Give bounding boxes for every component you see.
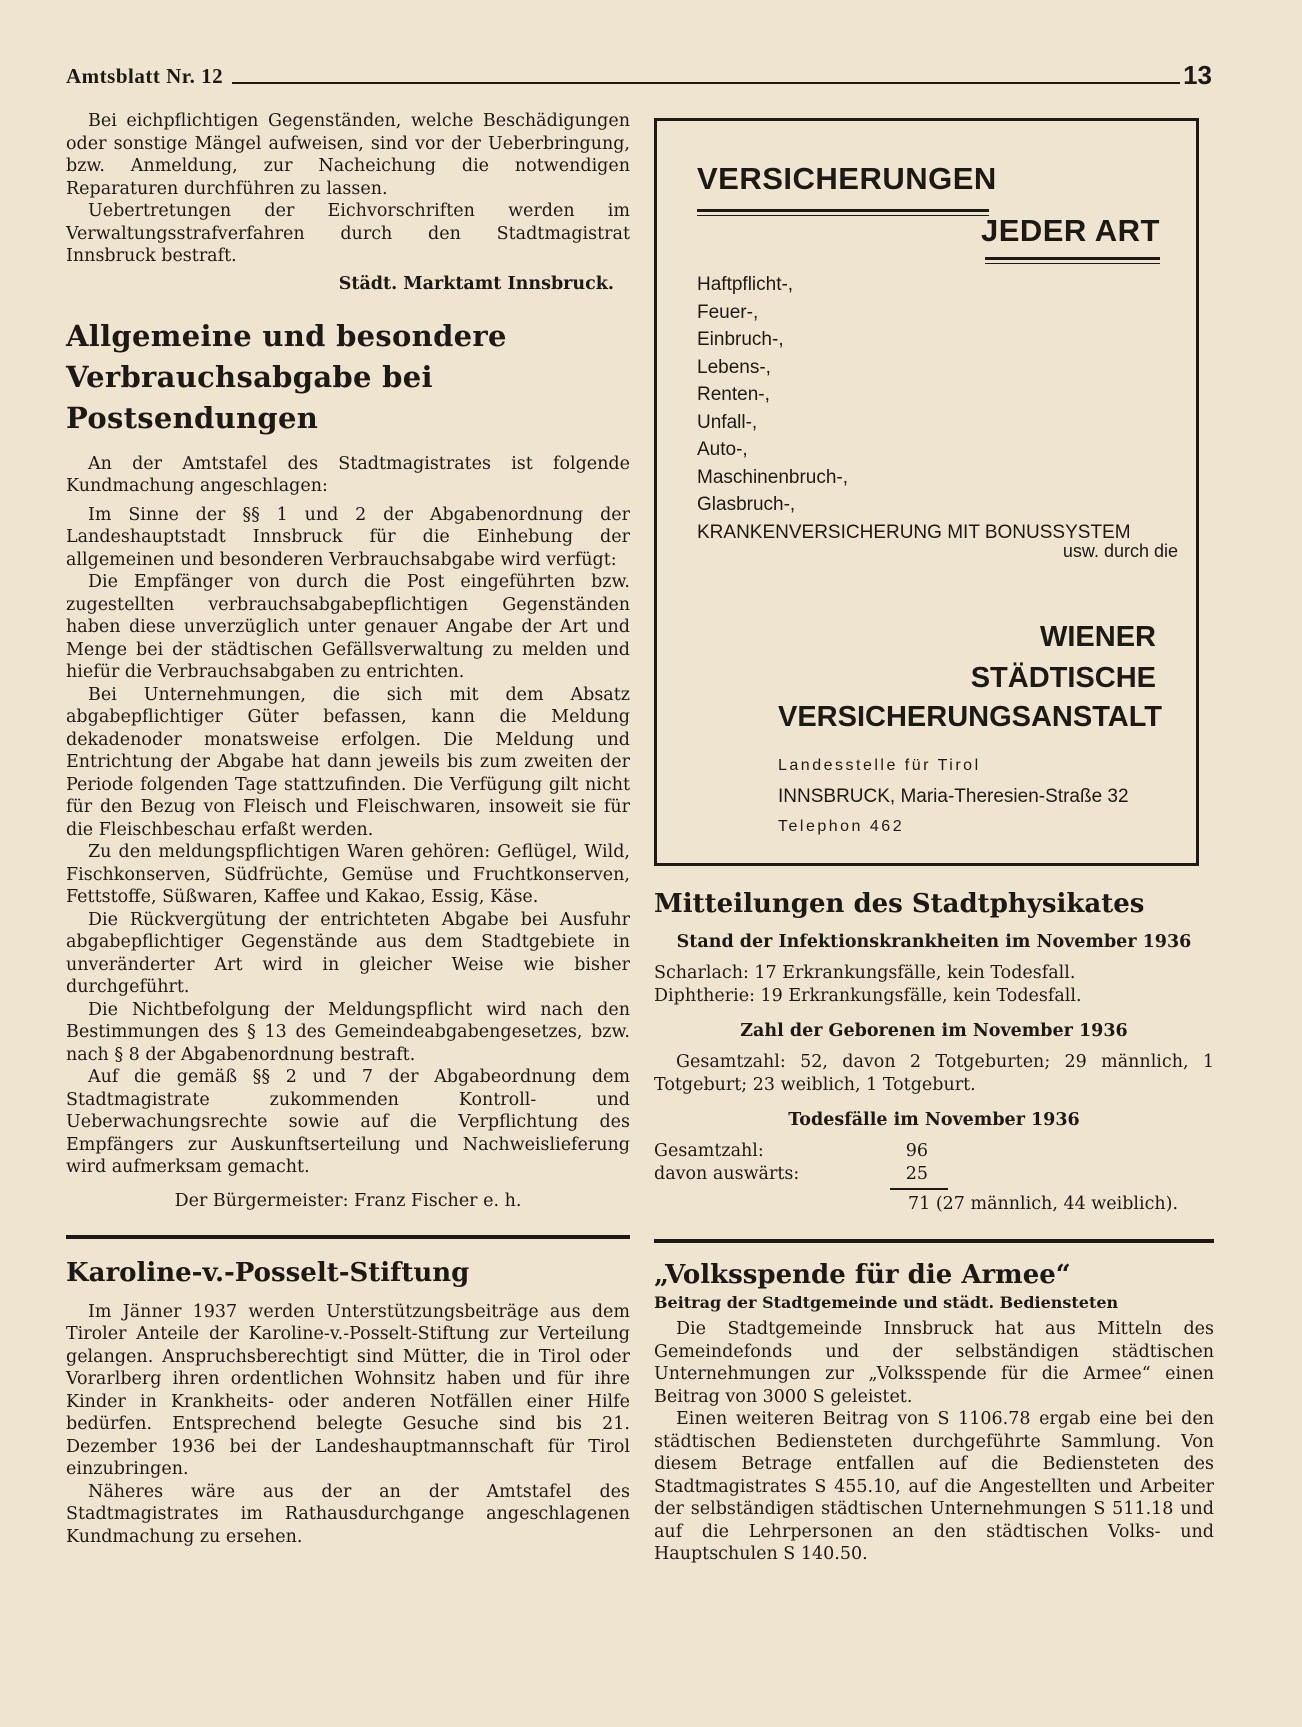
intro-signature: Städt. Marktamt Innsbruck. xyxy=(338,273,614,294)
article-heading-physikat: Mitteilungen des Stadtphysikates xyxy=(654,889,1145,919)
deaths-outside-label: davon auswärts: xyxy=(654,1163,800,1184)
article-paragraph: Die Empfänger von durch die Post eingeführten bzw. zugestellten verbrauchsabgabepflichtigen Gegenständen haben diese unverzüglich unter genauer Angabe der Art und Menge bei der städtischen Gefällsverwaltung zu melden und hiefür die Verbrauchsabgaben zu entrichten. xyxy=(66,572,630,682)
article-heading-posselt: Karoline-v.-Posselt-Stiftung xyxy=(66,1257,470,1288)
article-paragraph: Die Stadtgemeinde Innsbruck hat aus Mitteln des Gemeindefonds und der selbständigen städtischen Unternehmungen zur „Volksspende für die Armee“ einen Beitrag von 3000 S geleistet. xyxy=(654,1319,1214,1407)
deaths-total-value: 96 xyxy=(905,1141,928,1161)
deaths-total-label: Gesamtzahl: xyxy=(654,1141,764,1161)
subheading-todesfaelle: Todesfälle im November 1936 xyxy=(788,1110,1080,1130)
right-column xyxy=(654,110,1214,1566)
heading-line-2: Verbrauchsabgabe bei Postsendungen xyxy=(66,359,433,435)
article-paragraph: Auf die gemäß §§ 2 und 7 der Abgabeordnung dem Stadtmagistrate zukommenden Kontroll- und Ueberwachungsrechte sowie auf die Verpflichtung des Empfängers zur Auskunftserteilung und Nachweislieferung wird aufmerksam gemacht. xyxy=(66,1067,630,1177)
intro-paragraph-1: Bei eichpflichtigen Gegenständen, welche Beschädigungen oder sonstige Mängel aufweisen, sind vor der Ueberbringung, bzw. Anmeldung, zur Nacheichung die notwendigen Reparaturen durchführen zu lassen. xyxy=(66,111,630,199)
article-paragraph: Im Jänner 1937 werden Unterstützungsbeiträge aus dem Tiroler Anteile der Karoline-v.-Posselt-Stiftung zur Verteilung gelangen. Anspruchsberechtigt sind Mütter, die in Tirol oder Vorarlberg ihren ordentlichen Wohnsitz haben und für ihre Kinder in Krankheits- oder anderen Notfällen einer Hilfe bedürfen. Entsprechend belegte Gesuche sind bis 21. Dezember 1936 bei der Landeshauptmannschaft für Tirol einzubringen. xyxy=(66,1301,630,1479)
ad-list-item: Auto-, xyxy=(697,439,748,460)
article-heading-verbrauchsabgabe xyxy=(66,316,630,439)
ad-insurance-list xyxy=(697,271,1131,546)
deaths-outside-value: 25 xyxy=(905,1163,928,1184)
article-paragraph: Die Rückvergütung der entrichteten Abgabe bei Ausfuhr abgabepflichtiger Gegenstände aus dem Stadtgebiete in unveränderter Art wird in gleicher Weise wie bisher durchgeführt. xyxy=(66,909,630,997)
ad-telephone: Telephon 462 xyxy=(778,818,905,835)
ad-list-item: Einbruch-, xyxy=(697,329,784,350)
article-paragraph: Im Sinne der §§ 1 und 2 der Abgabenordnung der Landeshauptstadt Innsbruck für die Einhebung der allgemeinen und besonderen Verbrauchsabgabe wird verfügt: xyxy=(66,504,630,570)
article-paragraph: Näheres wäre aus der an der Amtstafel des Stadtmagistrates im Rathausdurchgange angeschlagenen Kundmachung zu ersehen. xyxy=(66,1481,630,1547)
article-paragraph: Bei Unternehmungen, die sich mit dem Absatz abgabepflichtiger Güter befassen, kann die Meldung dekadenoder monatsweise erfolgen. Die Meldung und Entrichtung der Abgabe hat dann jeweils bis zum zweiten der Periode folgenden Tage stattzufinden. Die Verfügung gilt nicht für den Bezug von Fleisch und Fleischwaren, insoweit sie für die Fleischbeschau erfaßt werden. xyxy=(66,684,630,840)
publication-title: Amtsblatt Nr. 12 xyxy=(66,64,224,88)
ad-subtitle-underline xyxy=(985,257,1160,264)
header-rule xyxy=(232,82,1180,84)
intro-paragraph-2: Uebertretungen der Eichvorschriften werden im Verwaltungsstrafverfahren durch den Stadtmagistrat Innsbruck bestraft. xyxy=(66,201,630,266)
article-paragraph: Einen weiteren Beitrag von S 1106.78 ergab eine bei den städtischen Bediensteten durchgeführte Sammlung. Von diesem Betrage entfallen auf die Bediensteten des Stadtmagistrates S 455.10, auf die Angestellten und Arbeiter der selbständigen städtischen Unternehmungen S 511.18 und auf die Lehrpersonen an den städtischen Volks- und Hauptschulen S 140.50. xyxy=(654,1409,1214,1564)
page-number: 13 xyxy=(1183,60,1212,90)
deaths-outside-row xyxy=(654,1163,1214,1186)
article-paragraph: An der Amtstafel des Stadtmagistrates ist folgende Kundmachung angeschlagen: xyxy=(66,453,630,496)
deaths-result: 71 (27 männlich, 44 weiblich). xyxy=(908,1193,1179,1214)
ad-list-item: Haftpflicht-, xyxy=(697,274,794,295)
ad-subtitle: JEDER ART xyxy=(980,213,1160,248)
births-text: Gesamtzahl: 52, davon 2 Totgeburten; 29 männlich, 1 Totgeburt; 23 weiblich, 1 Totgeburt. xyxy=(654,1052,1214,1095)
article-heading-volksspende: „Volksspende für die Armee“ xyxy=(654,1260,1071,1290)
ad-list-item: Feuer-, xyxy=(697,301,759,323)
ad-list-item: Lebens-, xyxy=(697,356,771,378)
sum-line xyxy=(890,1188,948,1190)
ad-list-item: Unfall-, xyxy=(697,411,758,433)
subheading-geborene: Zahl der Geborenen im November 1936 xyxy=(740,1021,1128,1041)
ad-list-item: Renten-, xyxy=(697,384,770,405)
ad-company-line-1: WIENER xyxy=(1040,621,1156,653)
ad-list-item: Glasbruch-, xyxy=(697,494,796,515)
insurance-advertisement xyxy=(654,118,1199,866)
subheading-infektionen: Stand der Infektionskrankheiten im November 1936 xyxy=(676,932,1192,952)
ad-company-line-2: STÄDTISCHE xyxy=(970,662,1156,694)
article-paragraph: Die Nichtbefolgung der Meldungspflicht wird nach den Bestimmungen des § 13 des Gemeindeabgabengesetzes, bzw. nach § 8 der Abgabenordnung bestraft. xyxy=(66,999,630,1065)
ad-list-item: KRANKENVERSICHERUNG MIT BONUSSYSTEM xyxy=(697,521,1131,543)
infection-line: Diphtherie: 19 Erkrankungsfälle, kein Todesfall. xyxy=(654,985,1082,1006)
ad-address: INNSBRUCK, Maria-Theresien-Straße 32 xyxy=(778,786,1129,807)
infection-line: Scharlach: 17 Erkrankungsfälle, kein Todesfall. xyxy=(654,963,1076,983)
ad-list-item: Maschinenbruch-, xyxy=(697,466,849,488)
ad-usw: usw. durch die xyxy=(1062,541,1178,561)
section-divider xyxy=(66,1235,630,1239)
left-column xyxy=(66,110,630,1548)
article-subheading-volksspende: Beitrag der Stadtgemeinde und städt. Bediensteten xyxy=(654,1293,1119,1312)
article-paragraph: Zu den meldungspflichtigen Waren gehören: Geflügel, Wild, Fischkonserven, Südfrüchte, Gemüse und Fruchtkonserven, Fettstoffe, Süßwaren, Kaffee und Kakao, Essig, Käse. xyxy=(66,842,630,907)
article-signature: Der Bürgermeister: Franz Fischer e. h. xyxy=(174,1190,522,1211)
ad-company-line-3: VERSICHERUNGSANSTALT xyxy=(778,701,1162,733)
heading-line-1: Allgemeine und besondere xyxy=(66,318,507,353)
ad-title: VERSICHERUNGEN xyxy=(697,161,997,196)
ad-company-name xyxy=(971,617,1156,699)
ad-landesstelle: Landesstelle für Tirol xyxy=(778,757,981,774)
deaths-total-row xyxy=(654,1140,1214,1163)
section-divider xyxy=(654,1239,1214,1243)
ad-title-underline xyxy=(697,209,989,216)
